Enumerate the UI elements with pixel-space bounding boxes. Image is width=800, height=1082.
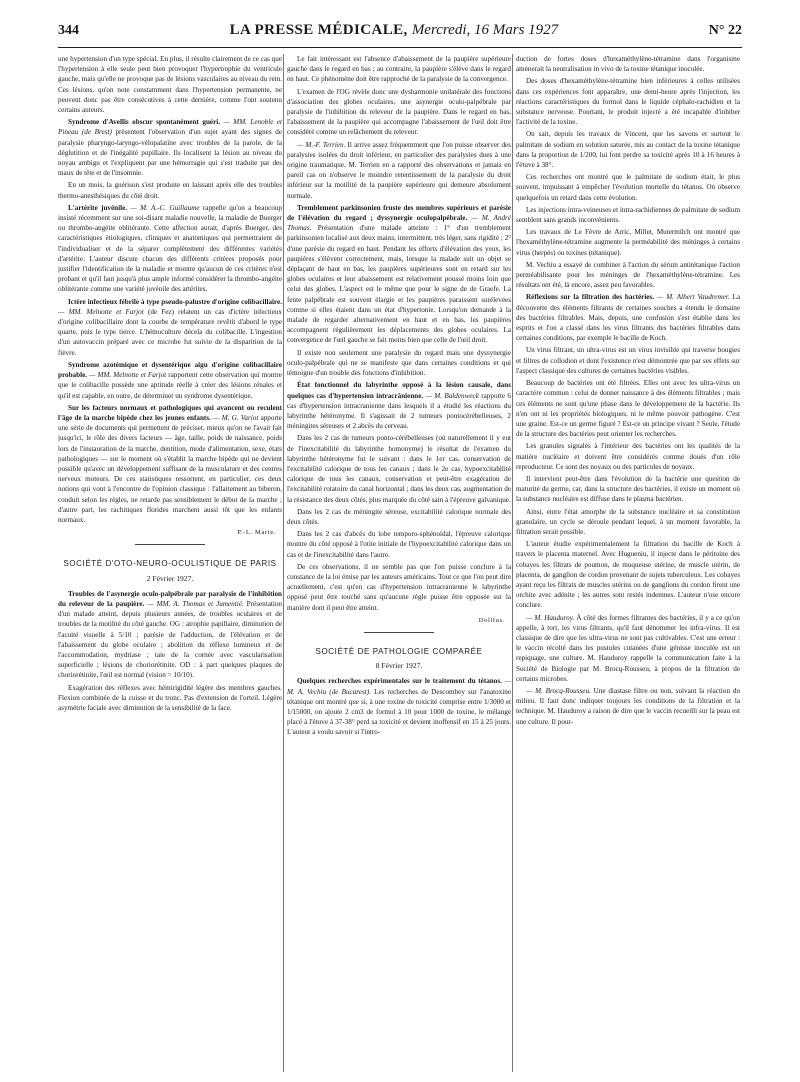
article-author: — M. Hauduroy. [526, 613, 575, 622]
paragraph: Dans les 2 cas de méningite séreuse, excitabilité calorique normale des deux côtés. [287, 507, 511, 526]
column-1 [58, 54, 282, 1072]
signature: P.-L. Marie. [237, 529, 276, 537]
article-text: Présentation d'une malade atteinte : 1° d'un tremblement parkinsonien localisé aux deux mains, intermittent, très léger, sans rigidité ; 2° d'une parésie du regard en haut. Pendant les efforts d'élévation des yeux, les paupières s'élèvent correctement, mais, lorsque la malade suit un objet se déplaçant de haut en bas, les paupières supérieures sont en retard sur les globes oculaires et leur abaissement est relativement poussé moins loin que celui des globes. L'aspect est le même que pour le signe de de Graefe. La fente palpébrale est souvent élargie et les paupières paraissent surélevées comme si elles étaient dans un état d'hypertonie. Lorsqu'on demande à la malade de regarder alternativement en haut et en bas, les paupières accompagnent régulièrement les déplacements des globes oculaires. La convergence de l'œil gauche se fait moins bien que celle de l'œil droit. [287, 224, 511, 345]
article-entry [516, 613, 740, 684]
article-author: — M. A. Vechiu (de Bucarest). [287, 677, 511, 696]
article-entry [58, 117, 282, 178]
article-text: La découverte des éléments filtrants de certaines souches a étendu le domaine des bactéries filtrables. Mais, depuis, une confusion s'est établie dans les esprits et l'on a classé dans les virus filtrants des bactéries filtrables dans certaines conditions, par exemple le bacille de Koch. [516, 293, 740, 343]
article-title: Sur les facteurs normaux et pathologiques qui avancent ou reculent l'âge de la marche bipède chez les jeunes enfants. [58, 403, 282, 422]
journal-title-line [230, 22, 559, 39]
paragraph: duction de fortes doses d'hexaméthylène-tétramine dans l'organisme amènerait la neutralisation in vivo de la toxine tétanique inoculée. [516, 55, 740, 74]
issue-date: Mercredi, 16 Mars 1927 [411, 22, 559, 38]
journal-name: LA PRESSE MÉDICALE, [229, 22, 408, 38]
column-3 [516, 54, 740, 1072]
article-entry [516, 686, 740, 727]
article-text: Présentation d'un malade atteint, depuis plusieurs années, de troubles oculaires et de troubles de la motilité du côté gauche. OG : atrophie papillaire, diminution de l'acuité visuelle à 5/10 ; parésie de l'adduction, de l'élévation et de l'abaissement du globe oculaire ; abolition du réflexe lumineux et de l'accommodation, mydriase ; taie de la cornée avec vascularisation superficielle ; lésions de choriorétinite. OD : à part quelques plaques de choriorétinite, l'œil est normal (vision = 10/10). [58, 599, 282, 680]
paragraph: Ces recherches ont montré que le palmitate de sodium était, le plus souvent, impuissant à empêcher l'évolution mortelle du tétanos. On observe quelquefois un retard dans cette évolution. [516, 173, 740, 202]
article-title: Ictère infectieux fébrile à type pseudo-palustre d'origine colibacillaire. [68, 297, 282, 306]
article-author: — M. Baldenweck [425, 391, 479, 400]
article-author: — MM. A. Thomas et Jumentié. [147, 599, 244, 608]
article-title: État fonctionnel du labyrinthe opposé à la lésion causale, dans quelques cas d'hypertension intracrânienne. [287, 381, 511, 400]
session-date: 2 Février 1927. [146, 573, 194, 583]
article-author: — M. André Thomas. [287, 214, 511, 233]
article-entry [58, 589, 282, 681]
paragraph: M. Vechiu a essayé de combiner à l'action du sérum antitétanique l'action perméabilisante pour les méninges de l'hexaméthylène-tétramine. Les résultats ont été, là encore, assez peu favorables. [516, 260, 740, 290]
society-heading: SOCIÉTÉ DE PATHOLOGIE COMPARÉE [315, 646, 483, 656]
paragraph: De ces observations, il ne semble pas que l'on puisse conclure à la constance de la loi émise par les auteurs américains. Tout ce que l'on peut dire actuellement, c'est qu'en cas d'hypertension intracranienne le labyrinthe opposé peut être touché sans qu'aucune règle puisse être opposée sur la manière dont il peut être atteint. [287, 562, 511, 612]
article-author: — MM. Melnotte et Farjot [58, 307, 144, 316]
paragraph: Exagération des réflexes avec hémirigidité légère des membres gauches. Flexion combinée de la cuisse et du tronc. Pas d'extension de l'orteil. Légère asymétrie faciale avec diminution de la sensibilité de la face. [58, 683, 282, 712]
paragraph: Le fait intéressant est l'absence d'abaissement de la paupière supérieure gauche dans le regard en bas ; au contraire, la paupière s'élève dans le regard en haut. Ce phénomène doit être rapproché de la paralysie de la convergence. [287, 55, 511, 84]
paragraph: Les granules signalés à l'intérieur des bactéries ont les qualités de la matière nucléaire et doivent être considérés comme doués d'un rôle reproducteur. Ce sont des noyaux ou des particules de noyaux. [516, 442, 740, 471]
article-author: — MM. Melnotte et Farjot [89, 371, 167, 380]
article-title: Quelques recherches expérimentales sur le traitement du tétanos. [297, 677, 502, 686]
paragraph: Les travaux de Le Fèvre de Arric, Millet, Mutermilch ont montré que l'hexaméthylène-tétramine augmente la perméabilité des méninges à certains virus (herpès) ou toxines (tétanique). [516, 228, 740, 257]
article-title: Syndrome azotémique et dysentérique aigu d'origine colibacillaire probable. [58, 360, 282, 380]
paragraph: Les injections intra-veineuses et intra-rachidiennes de palmitate de sodium semblent sans grands inconvénients. [516, 205, 740, 225]
article-title: Syndrome d'Avellis obscur spontanément guéri. [68, 118, 221, 127]
article-author: — M.-F. Terrien. [297, 140, 346, 149]
article-text: rapportent cette observation qui montre que le colibacille possède une aptitude réelle à créer des lésions rénales et qu'il est capable, en outre, de déterminer un syndrome dysentérique. [58, 371, 282, 400]
article-text: Il arrive assez fréquemment que l'on puisse observer des paralysies isolées du droit inférieur, en particulier des paralysies dues à une origine traumatique. M. Terrien en a rapporté des observations et jamais en pareil cas on n'observe le moindre retentissement de la paralysie du droit inférieur sur la motilité de la paupière supérieure qui demeure absolument normale. [287, 140, 511, 200]
column-2 [287, 54, 511, 1072]
paragraph: Dans les 2 cas de tumeurs ponto-cérébelleuses (où naturellement il y eut de l'inexcitabilité du labyrinthe homonyme) le résultat de l'examen du labyrinthe hétéronyme fut le suivant : dans le 1er cas, conservation de l'excitabilité calorique de tous les canaux ; dans le 2e cas, hypoexcitabilité calorique de tous les canaux, conservation et peut-être exagération de l'excitabilité rotatoire du canal horizontal ; dans les deux cas, augmentation de la résistance des deux côtés, plus marquée du côté sain à l'épreuve galvanique. [287, 434, 511, 504]
article-entry [58, 203, 282, 295]
article-entry [287, 140, 511, 201]
article-entry [287, 380, 511, 431]
article-entry [516, 292, 740, 343]
paragraph: Dans les 2 cas d'abcès du lobe temporo-sphénoïdal, l'épreuve calorique montre du côté opposé à l'otite initiale de l'hypoexcitabilité calorique dans un cas et de l'inexcitabilité dans l'autre. [287, 530, 511, 559]
article-title: Réflexions sur la filtration des bactéries. [526, 293, 655, 302]
header-rule [58, 47, 742, 48]
running-header [58, 22, 742, 44]
article-entry [58, 297, 282, 358]
article-title: L'artérite juvénile. [68, 203, 128, 212]
article-text: rapporte 6 cas d'hypertension intracranienne dans lesquels il a étudié les réactions du labyrinthe hétéronyme. Il s'agissait de 2 tumeurs pontocérébelleuses, 2 méningites séreuses et 2 abcès du cerveau. [287, 391, 511, 431]
paragraph: Ainsi, entre l'état amorphe de la substance nucléaire et sa constitution granulaire, un cycle se déroule pendant lequel, à un moment favorable, la filtration serait possible. [516, 507, 740, 536]
article-entry [58, 360, 282, 401]
article-author: — M. Albert Vaudremer. [656, 293, 730, 302]
article-text: rappelle qu'on a beaucoup insisté récemment sur une soi-disant maladie nouvelle, la maladie de Buerger ou thrombo-angéite oblitérante. Cette affection aurait, d'après Buerger, des caractéristiques étiologiques, cliniques et anatomiques qui permettraient de l'individualiser et de la séparer complètement des différentes variétés d'artérite. L'auteur discute chacun des différents critères proposés pour justifier l'identification de la maladie et montre qu'aucun de ces critères n'est probant et qu'il faut jusqu'à plus ample informé considérer la thrombo-angéite oblitérante comme une variété juvénile des artérites. [58, 203, 282, 294]
article-title: Tremblement parkinsonien fruste des membres supérieurs et parésie de l'élévation du regard ; dyssynergie oculopalpébrale. [287, 203, 511, 223]
article-author: — M. A.-C. Guillaume [130, 203, 200, 212]
article-author: — M. G. Variot [213, 413, 259, 422]
article-entry [58, 403, 282, 525]
column-divider [512, 54, 513, 1072]
article-entry [287, 676, 511, 737]
article-title: Troubles de l'asynergie oculo-palpébrale par paralysie de l'inhibition du releveur de la paupière. [58, 589, 282, 608]
paragraph: Un virus filtrant, un ultra-virus est un virus invisible qui traverse bougies et filtres de collodion et dont l'existence n'est démontrée que par ses effets sur l'aspect classique des cultures de certaines bactéries visibles. [516, 346, 740, 375]
article-text: présentent l'observation d'un sujet ayant des signes de paralysie pharyngo-laryngo-vélopalatine avec troubles de la parole, de la déglutition et de l'inégalité pupillaire. Ils localisent la lésion au niveau du noyau ambigu et l'expliquent par une hémorragie qui s'est traduite par des maux de tête et de l'insomnie. [58, 128, 282, 178]
paragraph: Des doses d'hexaméthylène-tétramine bien inférieures à celles utilisées dans ces expériences font apparaître, une demi-heure après l'injection, les réactions caractéristiques du formol dans le liquide céphalo-rachidien et la substance nerveuse. Pourtant, le produit injecté a été incapable d'inhiber l'activité de la toxine. [516, 77, 740, 127]
session-date: 8 Février 1927. [375, 661, 423, 671]
article-author: — M. Brocq-Rousseu. [526, 686, 591, 695]
column-divider [283, 54, 284, 1072]
signature: Dollfus. [478, 616, 505, 624]
section-rule [364, 632, 434, 633]
paragraph: une hypertension d'un type spécial. En plus, il résulte clairement de ce cas que l'hypertension à elle seule peut bien provoquer l'hypertrophie du ventricule gauche, mais qu'elle ne provoque pas de lésions vasculaires au niveau du rein. Ces lésions, qu'on note constamment dans l'hypertension permanente, ne peuvent donc pas être consécutives à cette dernière, comme l'ont soutenu certains auteurs. [58, 55, 282, 115]
paragraph: Il existe non seulement une paralysie du regard mais une dyssynergie oculo-palpébrale qui ne se manifeste que dans certaines conditions et qui témoigne d'un trouble des fonctions d'inhibition. [287, 348, 511, 378]
page-number: 344 [58, 23, 79, 38]
article-text: À côté des formes filtrantes des bactéries, il y a ce qu'on appelle, à tort, les virus filtrants, qu'il faut dénommer les infra-virus. Il est classique de dire que les ultra-virus ne sont pas cultivables. C'est une erreur : le vaccin récolté dans les pustules cutanées d'une génisse inoculée est un repiquage, une culture. M. Hauduroy rappelle la communication faite à la Société de Biologie par M. Brocq-Rousseu, à propos de la filtration de certains microbes. [516, 613, 740, 683]
article-author: — MM. Lenoble et Pineau (de Brest) [58, 118, 282, 137]
paragraph: L'examen de l'OG révèle donc une dysharmonie unilatérale des fonctions d'association des globes oculaires, une asynergie oculo-palpébrale par paralysie de l'inhibition du releveur de la paupière. Dans le regard en bas, l'abaissement de la paupière qui accompagne l'abaissement de l'œil doit être considéré comme un relâchement du releveur. [287, 87, 511, 137]
paragraph: On sait, depuis les travaux de Vincent, que les savons et surtout le palmitate de sodium en solution saturée, mis au contact de la toxine tétanique dans la proportion de 1/200, lui font perdre sa toxicité après 10 à 16 heures à l'étuve à 38°. [516, 130, 740, 170]
article-entry [287, 203, 511, 346]
article-text: Une diastase filtre ou non, suivant la réaction du milieu. Il faut donc indiquer toujours les conditions de la filtration et la technique. M. Hauduroy a raison de dire que le vaccin recueilli sur la peau est une culture. Il pour- [516, 686, 740, 726]
paragraph: Il intervient peut-être dans l'évolution de la bactérie une question de maturité du germe, car, dans la structure des bactéries, il existe un moment où la substance nucléaire est diffuse dans le plasma bactérien. [516, 474, 740, 504]
article-text: Les recherches de Descombey sur l'anatoxine tétanique ont montré que si, à une toxine de toxicité comprise entre 1/3000 et 1/15000, on ajoute 2 cm3 de formol à 10 pour 1000 de toxine, le mélange placé à l'étuve à 37-38° perd sa toxicité et devient inoffensif en 15 à 25 jours. L'auteur a voulu savoir si l'intro- [287, 687, 511, 737]
article-text: (de Fez) relatent un cas d'ictère infectieux d'origine colibacillaire dont la courbe de température revêtit d'abord le type quarte, puis le type tierce. L'hémoculture décela du colibacille. L'ingestion d'un autovaccin préparé avec ce microbe fut suivie de la disparition de la fièvre. [58, 307, 282, 357]
article-text: apporte une série de documents qui permettent de préciser, mieux qu'on ne l'avait fait jusqu'ici, le rôle des divers facteurs — âge, taille, poids de naissance, poids lors de l'instauration de la marche, dentition, mode d'alimentation, sexe, états pathologiques — sur le moment où s'établit la marche bipède qui ne devient possible qu'avec un développement suffisant de la musculature et des centres nerveux moteurs. De ces statistiques ressortent, en particulier, ces deux notions qui vont à l'encontre de l'opinion classique : l'allaitement au biberon, conduit selon les règles, ne retarde pas sensiblement le début de la marche ; d'autre part, les rachitiques florides marchent aussi tôt que les enfants normaux. [58, 413, 282, 524]
paragraph: Beaucoup de bactéries ont été filtrées. Elles ont avec les ultra-virus un caractère commun : celui de donner naissance à des éléments filtrables ; mais ces éléments ne sont qu'une phase dans le développement de la bactérie. Ils n'en ont ni les propriétés biologiques, ni le même pouvoir pathogène. C'est une graine. Est-ce un germe figuré ? Est-ce un principe vivant ? Seule, l'étude de la structure des bactéries peut orienter les recherches. [516, 379, 740, 439]
society-heading: SOCIÉTÉ D'OTO-NEURO-OCULISTIQUE DE PARIS [63, 559, 277, 569]
section-rule [135, 544, 205, 545]
paragraph: L'auteur étudie expérimentalement la filtration du bacille de Koch à travers le placenta maternel. Avec Hugueniu, il injecte dans le péritoine des cobayes les filtrats de poumon, de muqueuse utérine, de muscle utérin, de placenta, de ganglion de cordon provenant de sujets tuberculeux. Les cobayes ayant reçu les filtrats de muscles utérins ou de ganglions du cordon firent une orchite avec adénite ; les autres sont restés indemnes. L'auteur n'ose encore conclure. [516, 540, 740, 610]
paragraph: En un mois, la guérison s'est produite en laissant après elle des troubles thermo-anesthésiques du côté droit. [58, 181, 282, 200]
issue-number: N° 22 [708, 23, 742, 38]
